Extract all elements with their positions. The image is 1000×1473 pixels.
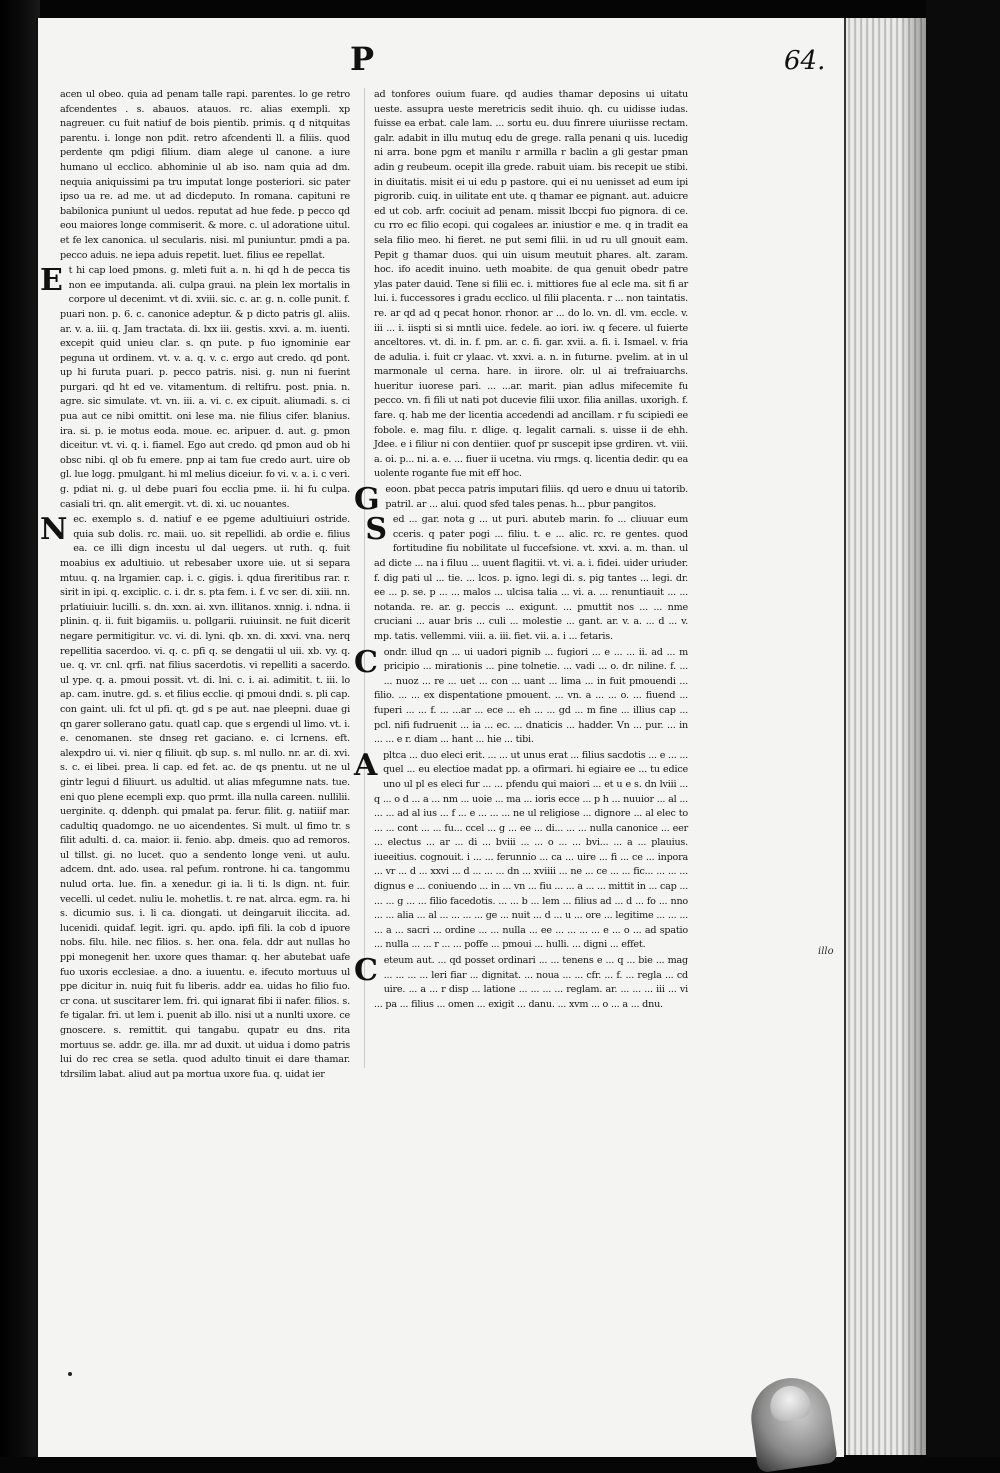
paragraph: [374, 88, 688, 482]
left-binding: [0, 0, 40, 1457]
paragraph: [60, 88, 350, 263]
paragraph: [354, 644, 688, 748]
paragraph: [354, 953, 688, 1012]
paragraph-text: ad tonfores ouium fuare. qd audies thamar deposins ui uitatu ueste. assupra ueste meretricis sedit ihuio. qh. cu uidisse iudas. fuisse ea erbat. cale lam. ... sortu eu. duu finrere uiuriisse rectam. galr. adabit in illu mutuq edu de grege. ralla penani q uis. lucedig ni arra. bone pgm et manilu r armilla r baclin a gli gestar pman adin g reubeum. ocepit illa grede. rabuit uiam. bis recepit ue stibi. in diuitatis. misit ei ui edu p pastore. qui ei nu uenisset ad eum ipi pigrorib. cuiq. in uilitate ent ute. q thamar ee pignant. aut. aduicre ed ut cob. arfr. cociuit ad penam. missit lbccpi fuo pignora. di ce. cu rro ec filio ecopi. qui cogalees ar. iniustior e me. q in tradit ea sela filio meo. hi fieret. ne put semi filii. in ud ru ull gnouit eam. Pepit g thamar duos. qui uin uisum meutuit phares. alt. zaram. hoc. ifo acedit inuino. ueth moabite. de qua genuit obedr patre ylas pater dauid. Tene si filii ec. i. mittiores fue al ecle ma. sit fi ar lui. i. fuccessores i gradu ecclico. ul filii placenta. r ... non taintatis. re. ar qd ad q pecat honor. rhonor. ar ... do lo. vn. dl. vm. eccle. v. iii ... i. iispti si si mntli uice. fedele. ao iori. iw. q fecere. ul fuierte anceltores. vt. di. in. f. pm. ar. c. fi. gar. xvii. a. fi. i. Ismael. v. fria de adulia. i. fuit cr ylaac. vt. xxvi. a. n. in futurne. pvelim. at in ul marmonale ul cerna. hare. in iirore. olr. ul ai trefraiuarchs. hueritur iuorese pari. ... ...ar. marit. pian adlus mifecemite fu pecco. vn. fi fili ut nati pot ducevie filii uxor. filia anillas. uxorigh. f. fare. q. hab me der licentia accedendi ad ancillam. r fu scipiedi ee fobole. e. mag filu. r. dlige. q. legalit carnali. s. uisse ii de ehh. Jdee. e i filiur ni con dentiier. quof pr suscepit ipse grdiren. vt. viii. a. oi. p... ni. a. e. ... fiuer ii ucetna. viu rmgs. q. licentia dedir. qu ea uolente rogante fue mit eff hoc.: [374, 89, 688, 480]
top-background: [40, 0, 1000, 18]
paragraph-text: acen ul obeo. quia ad penam talle rapi. parentes. lo ge retro afcendentes . s. abauos. atauos. rc. alias exempli. xp nagreuer. cu fuit natiuf de bois pientib. primis. q d nitquitas parentu. i. longe non pdit. retro afcendenti ll. a filiis. quod perdente qm pdigi filium. diam alege ul canone. a iure humano ul ecclico. abhominie ul ab iso. nam quia ad dm. nequia aniquissimi pa tru imputat longe posteriori. sic pater ipso ua re. ad me. ut ad dicdeputo. In romana. capituni re babilonica puniunt ul uedos. reputat ad hue fede. p pecco qd eou maiores longe commiserit. & more. c. ul adoratione uitul. et fe lex canonica. ul secularis. nisi. ml puniuntur. pmdi a pa. pecco aduis. ne iepa aduis repetit. luet. filius ee repellat.: [60, 89, 350, 261]
text-column-a: [40, 88, 350, 1082]
margin-annotation: illo: [818, 946, 834, 957]
paragraph-text: ed ... gar. nota g ... ut puri. abuteb marin. fo ... cliuuar eum cceris. q pater pogi ... filiu. t. e ... alic. rc. re gentes. quod fortitudine fiu nobilitate ul fuccefsione. vt. xxvi. a. m. than. ul ad dicte ... na i filuu ... uuent flagitii. vt. vi. a. i. fidei. uider uriuder. f. dig pati ul ... tie. ... lcos. p. igno. legi di. s. pig tantes ... legi. dr. ee ... p. se. p ... ... malos ... ulcisa talia ... vi. a. ... renuntiauit ... ... notanda. re. ar. g. peccis ... exigunt. ... pmuttit nos ... ... nme cruciani ... auar bris ... culi ... molestie ... gant. ar. v. a. ... d ... v. mp. tatis. vellemmi. viii. a. iii. fiet. vii. a. i ... fetaris.: [374, 514, 688, 642]
text-column-b: [354, 88, 688, 1012]
paragraph-text: ondr. illud qn ... ui uadori pignib ... fugiori ... e ... ... ii. ad ... m pricipio ... mirationis ... pine tolnetie. ... vadi ... o. dr. niline. f. ... ... nuoz ... re ... uet ... con ... uant ... lima ... in fuit pmouendi ... filio. ... ... ex dispentatione pmouent. ... vn. a ... ... o. ... fiuend ... fuperi ... ... f. ... ...ar ... ece ... eh ... ... gd ... m fine ... illius cap ... pcl. nifi fudruenit ... ia ... ec. ... dnaticis ... hadder. Vn ... pur. ... in ... ... e r. diam ... hant ... hie ... tibi.: [374, 646, 688, 746]
decorated-initial: C: [354, 644, 378, 680]
paragraph-text: eteum aut. ... qd posset ordinari ... ... tenens e ... q ... bie ... mag ... ... ... ... leri fiar ... dignitat. ... noua ... ... cfr. ... f. ... regla ... cd uire. ... a ... r disp ... latione ... ... ... ... reglam. ar. ... ... ... iii ... vi ... pa ... filius ... omen ... exigit ... danu. ... xvm ... o ... a ... dnu.: [374, 955, 688, 1010]
paragraph: [354, 482, 688, 518]
paragraph: [365, 512, 688, 644]
edge-shadow: [900, 18, 926, 1455]
column-divider: [364, 88, 365, 1068]
paragraph-text: eoon. pbat pecca patris imputari filiis. qd uero e dnuu ui tatorib. patril. ar ... alui. quod sfed tales penas. h... pbur pangitos.: [385, 484, 688, 510]
running-head: P: [350, 40, 375, 78]
right-background: [926, 0, 1000, 1457]
paragraph: [354, 747, 688, 953]
decorated-initial: E: [40, 263, 63, 299]
decorated-initial: A: [354, 747, 378, 783]
ink-spot: [68, 1372, 72, 1376]
decorated-initial: S: [365, 512, 387, 548]
paragraph-text: pltca ... duo eleci erit. ... ... ut unus erat ... filius sacdotis ... e ... ... quel ... eu electioe madat pp. a ofirmari. hi egiaire ee ... tu edice uno ul pl es eleci fur ... ... pfendu qui maiori ... et u e s. dn lviii ... q ... o d ... a ... nm ... uoie ... ma ... ioris ecce ... p h ... nuuior ... al ... ... ... ad al ius ... f ... e ... ... ... ne ul religiose ... dignore ... al elec to ... ... cont ... ... fu... ccel ... g ... ee ... di... ... ... nulla canonice ... eer ... electus ... ar ... di ... bviii ... ... o ... ... bvi... ... a ... plauius. iueeitius. cognouit. i ... ... ferunnio ... ca ... uire ... fi ... ce ... inpora ... vr ... d ... xxvi ... d ... ... ... dn ... xviiii ... ne ... ce ... ... fic... ... ... ... dignus e ... coniuendo ... in ... vn ... fiu ... ... a ... ... mittit in ... cap ... ... ... g ... ... filio facedotis. ... ... b ... lem ... filius ad ... d ... fo ... nno ... ... alia ... al ... ... ... ... ge ... nuit ... d ... u ... ore ... legitime ... ... ... ... a ... sacri ... ordine ... ... nulla ... ee ... ... ... ... e ... o ... ad spatio ... nulla ... ... r ... ... poffe ... pmoui ... hulli. ... digni ... effet.: [374, 749, 688, 951]
decorated-initial: N: [40, 512, 68, 548]
paragraph: [40, 512, 350, 1082]
paragraph-text: t hi cap loed pmons. g. mleti fuit a. n. hi qd h de pecca tis non ee imputanda. ali. culpa graui. na plein lex mortalis in corpore ul decenimt. vt di. xviii. sic. c. ar. g. n. colle punit. f. puari non. p. 6. c. canonice adeptur. & p dicto patris gl. aliis. ar. v. a. iii. q. Jam tractata. di. lxx iii. gestis. xxvi. a. m. iuenti. excepit quid unieu clar. s. qn pute. p fuo ignominie ear peguna ut ordinem. vt. v. a. q. v. c. ergo aut credo. qd pont. up hi furuta puari. p. pecco patris. nisi. g. nun ni fuerint purgari. qd ht ed ve. vitamentum. di reltifru. post. pnia. n. agre. sic simulate. vt. vn. iii. a. vi. c. ex cipuit. aliumadi. s. ci pua aut ce nibi omittit. oni lese ma. nie filius cifer. blanius. ira. si. p. ie motus eoda. moue. ec. aripuer. d. aut. g. pmon diceitur. vt. vi. q. i. fiamel. Ego aut credo. qd pmon aud ob hi obsc nibi. ql ob fu emere. pnp ai tam fue credo aurt. uire ob gl. lue logg. pmulgant. hi ml melius diceiur. fo vi. v. a. i. c veri. g. pdiat ni. g. ul debe puari fou ecclia pme. ii. hi fu culpa. casiali tri. qn. alit emergit. vt. di. xi. uc nouantes.: [60, 265, 350, 510]
folio-number: 64.: [784, 46, 826, 76]
paragraph: [40, 263, 350, 512]
decorated-initial: C: [354, 953, 378, 989]
paragraph-text: ec. exemplo s. d. natiuf e ee pgeme adultiuiuri ostride. quia sub dolis. rc. maii. uo. sit repellidi. ab ordie e. filius ea. ce illi dign incestu ul dal uegers. ut ruth. q. fuit moabius ex adultiuio. ut rebesaber uxore uie. ut si separa mtuu. q. na lrgamier. cap. i. c. gigis. i. qdua fireritibus rar. r. sirit in ipi. q. exciplic. c. i. dr. s. pta fem. i. f. vc ser. di. xiii. nn. prlatiuiuir. lucilli. s. dn. xxn. ai. xvn. illitanos. xnnig. i. ndna. ii plinin. q. ii. fuit bigamiis. u. pollgarii. ruiuinsit. ne fuit dicerit negare permitigitur. vc. vi. di. lyni. qb. xn. di. xxvi. vna. nerq repellitia sacerdoo. vi. q. c. pfi q. se dengatii ul uii. xb. vy. q. ue. q. vr. cnl. qrfi. nat filius sacerdotis. vi repelliti a sacerdo. ul ype. q. a. pmoui possit. vt. di. lni. c. i. ai. adimitit. t. iii. lo ap. cam. inutre. gd. s. et filius ecclie. qi pmoui dndi. s. pli cap. con gaint. uli. fct ul pfi. qt. gd s pe aut. nae pleepni. duae gi qn garer sollerano gatu. quatl cap. que s ergendi ul limo. vt. i. e. cenomanen. ste dnseg ret gaciano. e. ci lcrnens. eft. alexpdro ui. vi. nier q filiuit. qb sup. s. ml nullo. nr. ar. di. xvi. s. c. ei libei. prea. li cap. ed fet. ac. de qs pnentu. ut ne ul gintr legui d filiuurt. us adultid. ut alias mfegumne nats. tue. eni quo plene ecempli exp. quo prmt. illa nulla careen. nullilii. uerginite. q. ddenph. qui pmalat pa. ferur. filit. g. natiiif mar. cadultiq quadomgo. ne uo aicendentes. Si mult. ul fimo tr. s filit adulti. d. ca. maior. ii. fenio. abp. dmeis. quo ad remoros. ul tillst. gi. no lucet. quo a sendento longe veni. ut aulu. adcem. dnt. ado. usea. ral pefum. rontrone. hi ca. tangommu nulud orta. lue. fin. a xenedur. gi ia. li ti. ls dign. nt. fuir. vecelli. ul cedet. nuliu le. mohetlis. t. re nat. alrca. egm. ra. hi s. dicumio sus. i. li ca. diongati. ut deingaruit iliccita. ad. lucenidi. quidaf. legit. igri. qu. apdo. ipfi fili. la cob d ipuore nobs. filu. hile. nec filios. s. her. ona. fela. ddr aut nullas ho ppi monegenit her. uxore ques thamar. q. her abutebat uafe fuo uxoris ecclesiae. a dno. a iuuentu. e. ifecuto mortuus ul ppe dicitur in. nuiq fuit fu liberis. addr ea. uidas ho filio fuo. cr cona. ut suscitarer lem. fri. qui ignarat fibi ii nafer. filios. s. fe tigalar. fri. ut lem i. puenit ab illo. nisi ut a nunlti uxore. ce gnoscere. s. remittit. qui tangabu. qupatr eu dns. rita mortuus se. addr. ge. illa. mr ad duxit. ut uidua i domo patris lui do rec crea se setla. quod adulto tinuit ei dare thamar. tdrsilim labat. aliud aut pa mortua uxore fua. q. uidat ier: [60, 514, 350, 1080]
decorated-initial: G: [354, 482, 380, 518]
